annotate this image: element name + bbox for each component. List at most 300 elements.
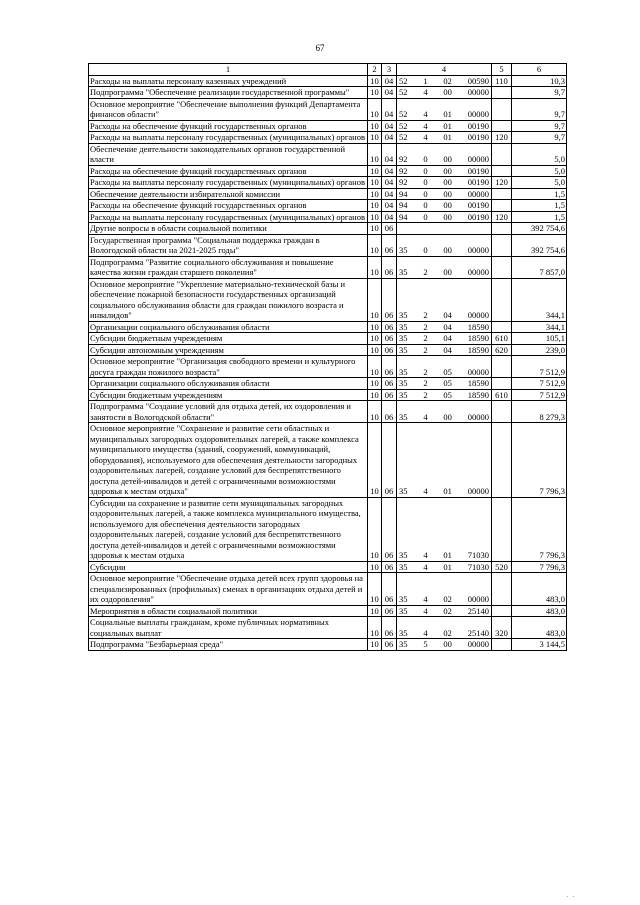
header-col-4: 4	[397, 64, 492, 76]
row-target-code	[397, 200, 492, 212]
code-activity: 05	[443, 378, 452, 388]
code-activity: 02	[443, 627, 452, 638]
code-activity: 00	[443, 211, 452, 222]
row-name: Основное мероприятие "Обеспечение отдыха детей всех групп здоровья на специализированных (профильных) сменах в организациях отдыха детей и их оздоровления"	[89, 573, 368, 606]
table-row	[89, 98, 567, 120]
row-section: 10	[368, 573, 382, 606]
row-target-code	[397, 639, 492, 651]
header-col-5: 5	[492, 64, 512, 76]
target-code-parts	[397, 606, 491, 617]
target-code-parts	[397, 189, 491, 200]
code-direction: 18590	[467, 378, 489, 388]
row-target-code	[397, 356, 492, 378]
target-code-parts	[397, 109, 491, 120]
table-row	[89, 256, 567, 278]
code-subprogram: 0	[423, 177, 428, 187]
target-code-parts	[397, 121, 491, 132]
code-program: 35	[399, 333, 408, 343]
row-amount: 7 857,0	[512, 256, 567, 278]
row-amount: 1,5	[512, 188, 567, 200]
row-target-code	[397, 423, 492, 498]
code-activity: 04	[443, 344, 452, 355]
code-direction: 71030	[467, 561, 489, 572]
row-section: 10	[368, 639, 382, 651]
row-expense-type	[492, 278, 512, 321]
code-program: 52	[399, 87, 408, 97]
code-subprogram: 4	[423, 605, 428, 616]
row-expense-type	[492, 573, 512, 606]
row-target-code	[397, 188, 492, 200]
table-row	[89, 200, 567, 212]
target-code-parts	[397, 245, 491, 256]
row-section: 10	[368, 344, 382, 356]
row-subsection: 06	[382, 573, 397, 606]
target-code-parts	[397, 87, 491, 98]
row-section: 10	[368, 378, 382, 390]
target-code-parts	[397, 367, 491, 378]
code-direction: 00000	[467, 366, 489, 377]
row-target-code	[397, 605, 492, 617]
code-direction: 00190	[467, 200, 489, 210]
budget-table	[88, 63, 567, 651]
target-code-parts	[397, 212, 491, 223]
table-row	[89, 132, 567, 144]
row-section: 10	[368, 223, 382, 235]
row-section: 10	[368, 605, 382, 617]
row-name: Субсидии автономным учреждениям	[89, 344, 368, 356]
target-code-parts	[397, 132, 491, 143]
row-subsection: 06	[382, 605, 397, 617]
target-code-parts	[397, 310, 491, 321]
row-subsection: 04	[382, 188, 397, 200]
target-code-parts	[397, 177, 491, 188]
row-subsection: 06	[382, 401, 397, 423]
row-name: Расходы на обеспечение функций государственных органов	[89, 200, 368, 212]
row-target-code	[397, 256, 492, 278]
code-activity: 00	[443, 188, 452, 199]
row-subsection: 06	[382, 389, 397, 401]
row-target-code	[397, 132, 492, 144]
row-name: Организации социального обслуживания области	[89, 378, 368, 390]
code-activity: 00	[443, 177, 452, 187]
code-subprogram: 2	[423, 366, 428, 377]
target-code-parts	[397, 200, 491, 211]
row-subsection: 04	[382, 143, 397, 165]
row-name: Государственная программа "Социальная поддержка граждан в Вологодской области на 2021-2025 годы"	[89, 234, 368, 256]
row-target-code	[397, 497, 492, 561]
code-subprogram: 4	[423, 87, 428, 97]
row-section: 10	[368, 188, 382, 200]
row-name: Подпрограмма "Развитие социального обслуживания и повышение качества жизни граждан старшего поколения"	[89, 256, 368, 278]
row-expense-type: 320	[492, 617, 512, 639]
row-amount: 7 512,9	[512, 389, 567, 401]
code-direction: 25140	[467, 605, 489, 616]
table-row	[89, 143, 567, 165]
code-direction: 00190	[467, 165, 489, 176]
table-row	[89, 423, 567, 498]
row-amount: 9,7	[512, 87, 567, 99]
table-row	[89, 321, 567, 333]
row-name: Обеспечение деятельности избирательной комиссии	[89, 188, 368, 200]
code-activity: 01	[443, 550, 452, 560]
row-section: 10	[368, 143, 382, 165]
code-direction: 00190	[467, 177, 489, 187]
row-section: 10	[368, 75, 382, 87]
row-subsection: 04	[382, 98, 397, 120]
row-amount: 7 512,9	[512, 378, 567, 390]
row-amount: 344,1	[512, 278, 567, 321]
row-name: Основное мероприятие "Организация свободного времени и культурного досуга граждан пожилого возраста"	[89, 356, 368, 378]
code-program: 52	[399, 75, 408, 86]
row-expense-type	[492, 378, 512, 390]
row-subsection: 06	[382, 256, 397, 278]
table-row	[89, 561, 567, 573]
row-section: 10	[368, 617, 382, 639]
code-activity: 00	[443, 639, 452, 649]
code-activity: 05	[443, 389, 452, 400]
row-target-code	[397, 223, 492, 235]
target-code-parts	[397, 412, 491, 423]
row-target-code	[397, 378, 492, 390]
row-section: 10	[368, 98, 382, 120]
row-subsection: 06	[382, 234, 397, 256]
table-row	[89, 605, 567, 617]
table-row	[89, 87, 567, 99]
table-row	[89, 344, 567, 356]
row-amount: 7 796,3	[512, 423, 567, 498]
code-subprogram: 4	[423, 486, 428, 496]
code-direction: 00000	[467, 411, 489, 422]
row-target-code	[397, 344, 492, 356]
code-subprogram: 0	[423, 165, 428, 176]
code-subprogram: 2	[423, 310, 428, 320]
code-activity: 00	[443, 200, 452, 210]
code-program: 92	[399, 177, 408, 187]
code-program: 35	[399, 389, 408, 400]
row-subsection: 04	[382, 165, 397, 177]
row-subsection: 06	[382, 378, 397, 390]
page-number: 67	[315, 43, 325, 53]
code-program: 52	[399, 132, 408, 142]
code-direction: 00000	[467, 267, 489, 277]
row-amount: 5,0	[512, 165, 567, 177]
code-subprogram: 4	[423, 561, 428, 572]
code-program: 35	[399, 639, 408, 649]
row-expense-type	[492, 321, 512, 333]
code-program: 52	[399, 109, 408, 119]
table-row	[89, 389, 567, 401]
table-row	[89, 75, 567, 87]
row-section: 10	[368, 234, 382, 256]
row-amount: 392 754,6	[512, 223, 567, 235]
row-section: 10	[368, 333, 382, 345]
code-subprogram: 1	[423, 75, 428, 86]
code-subprogram: 4	[423, 550, 428, 560]
row-target-code	[397, 87, 492, 99]
row-subsection: 06	[382, 333, 397, 345]
row-target-code	[397, 165, 492, 177]
row-amount: 1,5	[512, 200, 567, 212]
row-amount: 483,0	[512, 617, 567, 639]
row-expense-type	[492, 423, 512, 498]
row-amount: 9,7	[512, 132, 567, 144]
header-col-6: 6	[512, 64, 567, 76]
code-direction: 00000	[467, 639, 489, 649]
row-subsection: 04	[382, 120, 397, 132]
code-activity: 02	[443, 594, 452, 604]
row-name: Основное мероприятие "Укрепление материально-технической базы и обеспечение пожарной безопасности государственных организаций социального обслуживания области для граждан пожилого возраста и инвалидов"	[89, 278, 368, 321]
row-amount: 8 279,3	[512, 401, 567, 423]
code-program: 35	[399, 366, 408, 377]
row-subsection: 06	[382, 321, 397, 333]
row-subsection: 06	[382, 561, 397, 573]
table-header-row	[89, 64, 567, 76]
code-direction: 00000	[467, 310, 489, 320]
row-amount: 483,0	[512, 605, 567, 617]
row-amount: 392 754,6	[512, 234, 567, 256]
target-code-parts	[397, 594, 491, 605]
row-section: 10	[368, 497, 382, 561]
row-expense-type	[492, 497, 512, 561]
code-activity: 00	[443, 245, 452, 255]
code-direction: 00190	[467, 211, 489, 222]
row-section: 10	[368, 120, 382, 132]
row-name: Субсидии	[89, 561, 368, 573]
row-section: 10	[368, 423, 382, 498]
row-subsection: 04	[382, 211, 397, 223]
row-subsection: 06	[382, 223, 397, 235]
row-name: Обеспечение деятельности законодательных органов государственной власти	[89, 143, 368, 165]
code-program: 35	[399, 605, 408, 616]
table-row	[89, 278, 567, 321]
code-activity: 05	[443, 366, 452, 377]
target-code-parts	[397, 166, 491, 177]
row-expense-type	[492, 87, 512, 99]
code-direction: 00000	[467, 245, 489, 255]
code-activity: 04	[443, 333, 452, 343]
table-row	[89, 120, 567, 132]
row-name: Расходы на выплаты персоналу казенных учреждений	[89, 75, 368, 87]
row-section: 10	[368, 177, 382, 189]
row-section: 10	[368, 200, 382, 212]
row-name: Расходы на обеспечение функций государственных органов	[89, 120, 368, 132]
row-target-code	[397, 321, 492, 333]
row-name: Другие вопросы в области социальной политики	[89, 223, 368, 235]
row-subsection: 06	[382, 639, 397, 651]
code-program: 35	[399, 594, 408, 604]
row-subsection: 04	[382, 132, 397, 144]
row-target-code	[397, 143, 492, 165]
row-amount: 9,7	[512, 120, 567, 132]
row-name: Подпрограмма "Создание условий для отдыха детей, их оздоровления и занятости в Вологодской области"	[89, 401, 368, 423]
code-direction: 00000	[467, 594, 489, 604]
row-section: 10	[368, 87, 382, 99]
header-col-2: 2	[368, 64, 382, 76]
code-direction: 18590	[467, 344, 489, 355]
row-section: 10	[368, 356, 382, 378]
row-section: 10	[368, 211, 382, 223]
row-section: 10	[368, 132, 382, 144]
code-subprogram: 2	[423, 333, 428, 343]
row-target-code	[397, 278, 492, 321]
row-expense-type	[492, 143, 512, 165]
row-name: Основное мероприятие "Сохранение и развитие сети областных и муниципальных загородных оздоровительных лагерей, а также комплекса муниципального имущества (зданий, сооружений, коммуникаций, оборудования), используемого для обеспечения деятельности загородных оздоровительных лагерей, создание условий для беспрепятственного доступа детей-инвалидов и детей с ограниченными возможностями здоровья к местам отдыха"	[89, 423, 368, 498]
row-name: Расходы на выплаты персоналу государственных (муниципальных) органов	[89, 177, 368, 189]
code-direction: 00000	[467, 87, 489, 97]
row-amount: 7 512,9	[512, 356, 567, 378]
code-activity: 01	[443, 109, 452, 119]
header-col-3: 3	[382, 64, 397, 76]
row-section: 10	[368, 278, 382, 321]
code-direction: 00000	[467, 109, 489, 119]
code-subprogram: 0	[423, 188, 428, 199]
row-subsection: 06	[382, 356, 397, 378]
row-expense-type: 610	[492, 389, 512, 401]
row-expense-type	[492, 223, 512, 235]
row-expense-type	[492, 401, 512, 423]
code-direction: 18590	[467, 321, 489, 332]
target-code-parts	[397, 378, 491, 389]
code-subprogram: 0	[423, 154, 428, 164]
table-row	[89, 188, 567, 200]
row-amount: 239,0	[512, 344, 567, 356]
row-target-code	[397, 120, 492, 132]
row-amount: 7 796,3	[512, 561, 567, 573]
table-row	[89, 639, 567, 651]
row-name: Мероприятия в области социальной политики	[89, 605, 368, 617]
row-target-code	[397, 333, 492, 345]
row-expense-type	[492, 234, 512, 256]
code-program: 35	[399, 245, 408, 255]
row-subsection: 06	[382, 344, 397, 356]
row-target-code	[397, 75, 492, 87]
code-activity: 00	[443, 165, 452, 176]
row-target-code	[397, 401, 492, 423]
row-expense-type	[492, 120, 512, 132]
target-code-parts	[397, 333, 491, 344]
code-activity: 01	[443, 561, 452, 572]
code-activity: 00	[443, 154, 452, 164]
row-name: Социальные выплаты гражданам, кроме публичных нормативных социальных выплат	[89, 617, 368, 639]
row-amount: 3 144,5	[512, 639, 567, 651]
row-amount: 483,0	[512, 573, 567, 606]
code-subprogram: 2	[423, 267, 428, 277]
row-amount: 105,1	[512, 333, 567, 345]
code-subprogram: 5	[423, 639, 428, 649]
target-code-parts	[397, 345, 491, 356]
code-direction: 00190	[467, 132, 489, 142]
table-row	[89, 378, 567, 390]
row-target-code	[397, 617, 492, 639]
code-program: 92	[399, 154, 408, 164]
row-expense-type	[492, 165, 512, 177]
code-subprogram: 0	[423, 200, 428, 210]
code-activity: 02	[443, 605, 452, 616]
row-amount: 7 796,3	[512, 497, 567, 561]
row-target-code	[397, 234, 492, 256]
row-expense-type	[492, 188, 512, 200]
row-section: 10	[368, 561, 382, 573]
header-col-1: 1	[89, 64, 368, 76]
code-program: 35	[399, 486, 408, 496]
table-row	[89, 211, 567, 223]
table-row	[89, 497, 567, 561]
code-activity: 01	[443, 120, 452, 131]
row-target-code	[397, 573, 492, 606]
target-code-parts	[397, 550, 491, 561]
row-name: Субсидии бюджетным учреждениям	[89, 389, 368, 401]
code-subprogram: 4	[423, 120, 428, 131]
code-subprogram: 2	[423, 344, 428, 355]
code-program: 92	[399, 165, 408, 176]
code-program: 35	[399, 627, 408, 638]
code-subprogram: 2	[423, 389, 428, 400]
row-subsection: 06	[382, 497, 397, 561]
row-target-code	[397, 561, 492, 573]
row-expense-type	[492, 356, 512, 378]
table-row	[89, 177, 567, 189]
code-subprogram: 4	[423, 132, 428, 142]
row-target-code	[397, 177, 492, 189]
code-program: 35	[399, 378, 408, 388]
row-name: Подпрограмма "Безбарьерная среда"	[89, 639, 368, 651]
code-direction: 00000	[467, 188, 489, 199]
code-program: 35	[399, 561, 408, 572]
code-activity: 00	[443, 267, 452, 277]
row-name: Расходы на выплаты персоналу государственных (муниципальных) органов	[89, 211, 368, 223]
code-direction: 18590	[467, 333, 489, 343]
footer-mark: · ·	[566, 893, 576, 901]
row-expense-type: 120	[492, 177, 512, 189]
table-row	[89, 617, 567, 639]
code-subprogram: 4	[423, 411, 428, 422]
row-name: Подпрограмма "Обеспечение реализации государственной программы"	[89, 87, 368, 99]
row-expense-type	[492, 605, 512, 617]
code-direction: 25140	[467, 627, 489, 638]
code-program: 35	[399, 310, 408, 320]
code-subprogram: 0	[423, 245, 428, 255]
row-section: 10	[368, 321, 382, 333]
row-expense-type: 120	[492, 211, 512, 223]
table-row	[89, 333, 567, 345]
row-amount: 10,3	[512, 75, 567, 87]
code-activity: 01	[443, 132, 452, 142]
row-name: Расходы на обеспечение функций государственных органов	[89, 165, 368, 177]
target-code-parts	[397, 322, 491, 333]
code-subprogram: 4	[423, 627, 428, 638]
row-expense-type	[492, 639, 512, 651]
row-amount: 5,0	[512, 177, 567, 189]
row-section: 10	[368, 401, 382, 423]
code-activity: 01	[443, 486, 452, 496]
target-code-parts	[397, 486, 491, 497]
code-direction: 18590	[467, 389, 489, 400]
code-program: 35	[399, 344, 408, 355]
row-expense-type: 610	[492, 333, 512, 345]
row-amount: 5,0	[512, 143, 567, 165]
code-subprogram: 2	[423, 378, 428, 388]
code-activity: 02	[443, 75, 452, 86]
row-subsection: 06	[382, 617, 397, 639]
table-row	[89, 234, 567, 256]
code-activity: 04	[443, 321, 452, 332]
code-program: 94	[399, 200, 408, 210]
code-activity: 00	[443, 411, 452, 422]
target-code-parts	[397, 154, 491, 165]
table-row	[89, 165, 567, 177]
row-expense-type: 620	[492, 344, 512, 356]
row-name: Расходы на выплаты персоналу государственных (муниципальных) органов	[89, 132, 368, 144]
